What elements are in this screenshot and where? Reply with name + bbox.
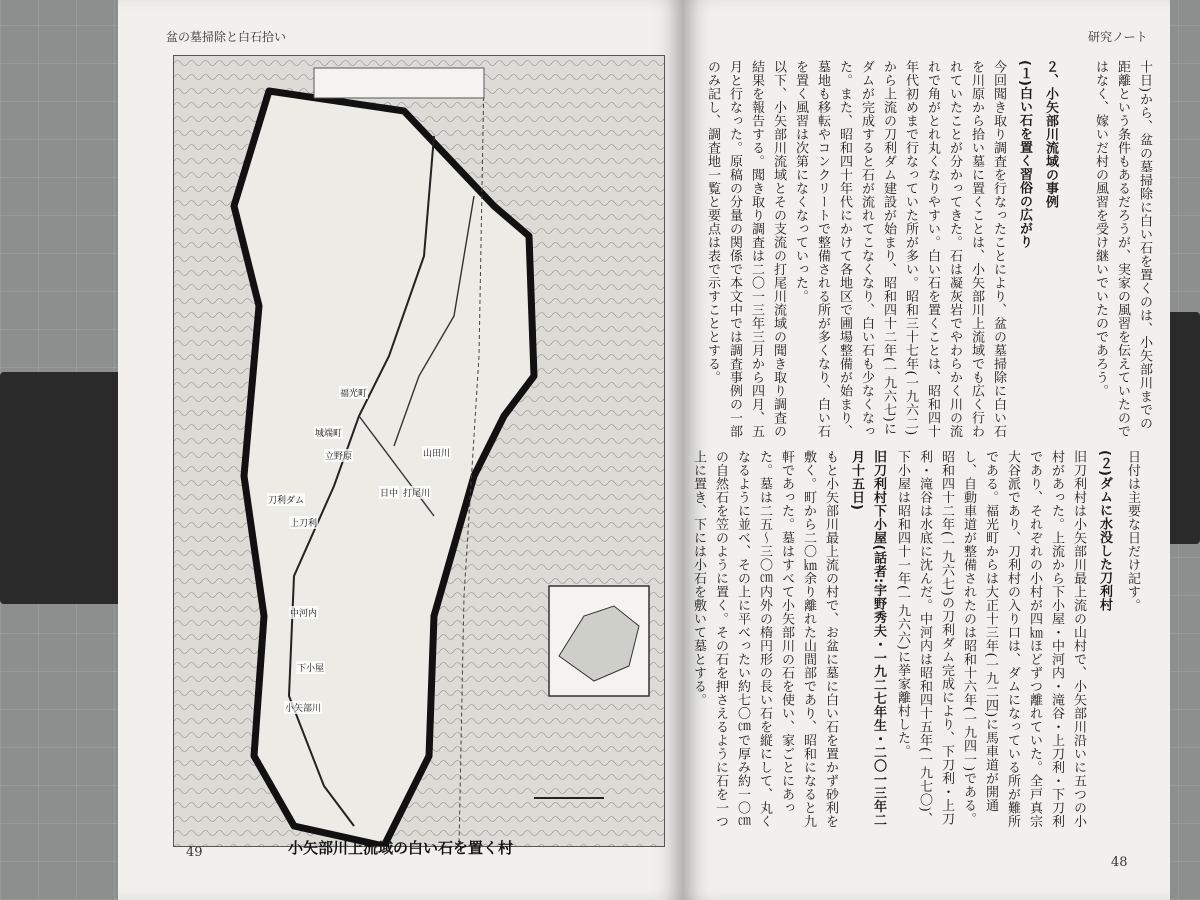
map-label-yamada-river: 山田川 (422, 446, 451, 459)
subsection-heading-1: (１)白い石を置く習俗の広がり (1017, 60, 1032, 249)
figure-caption: 小矢部川上流域の白い石を置く村 (287, 839, 513, 857)
map-label-hinaka: 日中 (379, 486, 399, 499)
body-text-bottom-col-1: 日付は主要な日だけ記す。 (1125, 450, 1140, 612)
body-text-top-col-1: 十日)から、盆の墓掃除に白い石を置くのは、小矢部川までの距離という条件もあるだろうが、実家の風習を伝えていたのではなく、嫁いだ村の風習を受け継いでいたのであろう。 (1093, 60, 1152, 438)
page-number-left: 49 (186, 845, 203, 860)
body-text-bottom-col-3: もと小矢部川最上流の村で、お盆に墓に白い石を置かず砂利を敷く。町から二〇㎞余り離れた山間部であり、昭和になると九軒であった。墓はすべて小矢部川の石を使い、家ごとにあった。墓は二五〜三〇㎝内外の楕円形の長い石を縦にして、丸くなるように並べ、その上に平べったい約七〇㎝で厚み約一〇㎝の自然石を笠のように置く。その石を押さえるように石を一つ上に置き、下には小石を敷いて墓とする。 (691, 450, 838, 828)
case-heading-shimokoya: 旧刀利村下小屋(話者:宇野秀夫・一九二七年生・二〇一三年二月十五日) (849, 450, 886, 827)
page-number-right: 48 (1111, 855, 1128, 870)
map-label-tori-dam: 刀利ダム (267, 493, 305, 506)
body-text-top-col-3: 以下、小矢部川流域とその支流の打尾川流域の聞き取り調査の結果を報告する。聞き取り調査は二〇一三年三月から四月、五月と行なった。原稿の分量の関係で本文中では調査事例の一部のみ記し、調査地一覧と要点は表で示すこととする。 (705, 60, 786, 438)
left-binder-clip (0, 372, 125, 604)
map-label-oyabe-river: 小矢部川 (284, 701, 322, 714)
map-label-nakagouchi: 中河内 (289, 606, 318, 619)
map-label-fukumitsu: 福光町 (339, 386, 368, 399)
running-head-left: 盆の墓掃除と白石拾い (166, 30, 287, 44)
map-label-uchio-river: 打尾川 (402, 486, 431, 499)
map-label-tachinohara: 立野原 (324, 449, 353, 462)
map-label-kamitori: 上刀利 (289, 516, 318, 529)
map-label-shimokoya: 下小屋 (296, 661, 325, 674)
body-text-bottom-col-2: 旧刀利村は小矢部川最上流の山村で、小矢部川沿いに五つの小村があった。上流から下小屋・中河内・滝谷・上刀利・下刀利であり、それぞれの小村が四㎞ほどずつ離れていた。全戸真宗大谷派であり、刀利村の入り口は、ダムになっている所が難所である。福光町からは大正十三年(一九二四)に馬車道が開通し、自動車道が整備されたのは昭和十六年(一九四一)である。昭和四十二年(一九六七)の刀利ダム完成により、下刀利・上刀利・滝谷は水底に沈んだ。中河内は昭和四十五年(一九七〇)、下小屋は昭和四十一年(一九六六)に挙家離村した。 (895, 450, 1086, 828)
left-page (118, 0, 683, 900)
map-title-box (314, 68, 484, 98)
map-drawing (174, 56, 664, 846)
subsection-heading-2: (２)ダムに水没した刀利村 (1097, 450, 1112, 612)
body-text-top-col-2: 今回聞き取り調査を行なったことにより、盆の墓掃除に白い石を川原から拾い墓に置くことは、小矢部川上流域でも広く行われていたことが分かってきた。石は凝灰岩でやわらかく川の流れで角がとれ丸くなりやすい。白い石を置くことは、昭和四十年代初めまで行なっていた所が多い。昭和三十七年(一九六二)から上流の刀利ダム建設が始まり、昭和四十二年(一九六七)にダムが完成すると石が流れてこなくなり、白い石も少なくなった。また、昭和四十年代にかけて各地区で圃場整備が始まり、墓地も移転やコンクリートで整備される所が多くなり、白い石を置く風習は次第になくなっていった。 (793, 60, 1006, 438)
map-figure (173, 55, 665, 847)
section-heading: ２、小矢部川流域の事例 (1043, 60, 1058, 209)
right-page (683, 0, 1170, 900)
running-head-right: 研究ノート (1088, 30, 1148, 44)
map-label-johana: 城端町 (314, 426, 343, 439)
